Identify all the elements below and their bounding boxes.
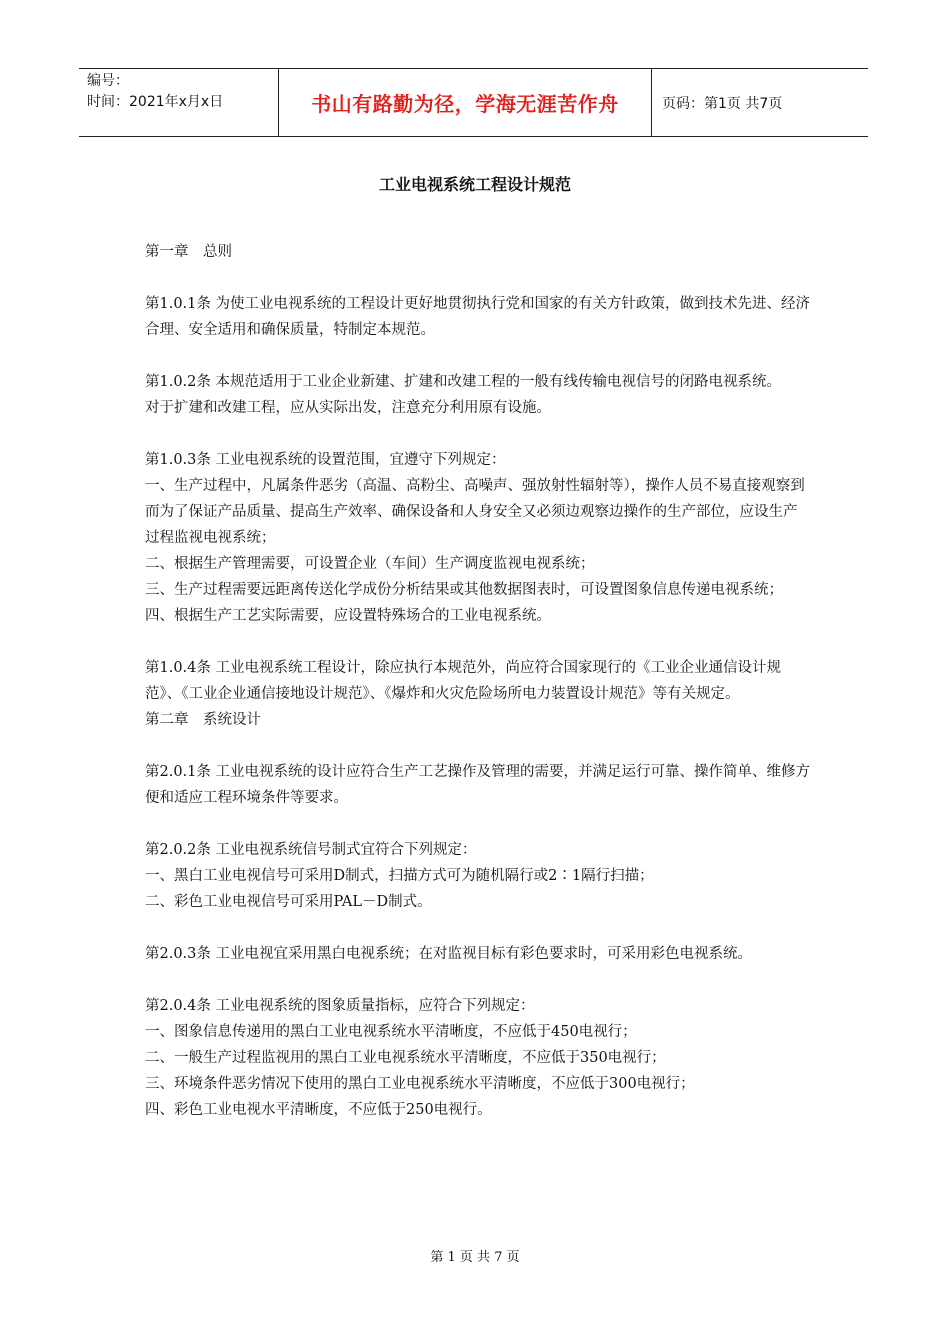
- document-body: [145, 239, 810, 1123]
- body-paragraph: 第1.0.3条 工业电视系统的设置范围，宜遵守下列规定：: [145, 452, 506, 468]
- paragraph-spacer: [145, 967, 810, 993]
- header-page-number: 页码：第1页 共7页: [662, 95, 783, 112]
- body-paragraph: 第2.0.2条 工业电视系统信号制式宜符合下列规定：: [145, 842, 477, 858]
- body-paragraph: 一、图象信息传递用的黑白工业电视系统水平清晰度，不应低于450电视行；: [145, 1024, 637, 1040]
- paragraph-spacer: [145, 811, 810, 837]
- body-paragraph: 四、根据生产工艺实际需要，应设置特殊场合的工业电视系统。: [145, 608, 551, 624]
- body-paragraph: 二、彩色工业电视信号可采用PAL－D制式。: [145, 894, 432, 910]
- body-paragraph: 第1.0.4条 工业电视系统工程设计，除应执行本规范外，尚应符合国家现行的《工业企业通信设计规范》、《工业企业通信接地设计规范》、《爆炸和火灾危险场所电力装置设计规范》等有关规定。: [145, 660, 781, 702]
- paragraph-spacer: [145, 629, 810, 655]
- body-paragraph: 第1.0.1条 为使工业电视系统的工程设计更好地贯彻执行党和国家的有关方针政策，做到技术先进、经济合理、安全适用和确保质量，特制定本规范。: [145, 296, 810, 338]
- body-paragraph: 第1.0.2条 本规范适用于工业企业新建、扩建和改建工程的一般有线传输电视信号的闭路电视系统。: [145, 374, 781, 390]
- document-date: 时间：2021年x月x日: [87, 94, 224, 110]
- body-paragraph: 第一章 总则: [145, 244, 232, 260]
- document-number: 编号：: [87, 73, 129, 89]
- paragraph-spacer: [145, 343, 810, 369]
- body-paragraph: 第2.0.4条 工业电视系统的图象质量指标，应符合下列规定：: [145, 998, 535, 1014]
- header-motto: 书山有路勤为径，学海无涯苦作舟: [279, 69, 652, 136]
- body-paragraph: 对于扩建和改建工程，应从实际出发，注意充分利用原有设施。: [145, 400, 551, 416]
- paragraph-spacer: [145, 733, 810, 759]
- body-paragraph: 二、一般生产过程监视用的黑白工业电视系统水平清晰度，不应低于350电视行；: [145, 1050, 666, 1066]
- document-title: 工业电视系统工程设计规范: [378, 175, 571, 194]
- body-paragraph: 第2.0.3条 工业电视宜采用黑白电视系统；在对监视目标有彩色要求时，可采用彩色电视系统。: [145, 946, 752, 962]
- body-paragraph: 三、生产过程需要远距离传送化学成份分析结果或其他数据图表时，可设置图象信息传递电视系统；: [145, 582, 783, 598]
- body-paragraph: 一、生产过程中，凡属条件恶劣（高温、高粉尘、高噪声、强放射性辐射等），操作人员不易直接观察到而为了保证产品质量、提高生产效率、确保设备和人身安全又必须边观察边操作的生产部位，应设生产过程监视电视系统；: [145, 478, 805, 546]
- page-header: [79, 68, 868, 137]
- body-paragraph: 第二章 系统设计: [145, 712, 261, 728]
- body-paragraph: 第2.0.1条 工业电视系统的设计应符合生产工艺操作及管理的需要，并满足运行可靠、操作简单、维修方便和适应工程环境条件等要求。: [145, 764, 810, 806]
- paragraph-spacer: [145, 915, 810, 941]
- paragraph-spacer: [145, 421, 810, 447]
- paragraph-spacer: [145, 265, 810, 291]
- body-paragraph: 一、黑白工业电视信号可采用D制式，扫描方式可为随机隔行或2∶1隔行扫描；: [145, 868, 654, 884]
- body-paragraph: 四、彩色工业电视水平清晰度，不应低于250电视行。: [145, 1102, 492, 1118]
- header-meta: [79, 69, 279, 136]
- body-paragraph: 二、根据生产管理需要，可设置企业（车间）生产调度监视电视系统；: [145, 556, 595, 572]
- body-paragraph: 三、环境条件恶劣情况下使用的黑白工业电视系统水平清晰度，不应低于300电视行；: [145, 1076, 695, 1092]
- page-footer: 第 1 页 共 7 页: [430, 1250, 520, 1265]
